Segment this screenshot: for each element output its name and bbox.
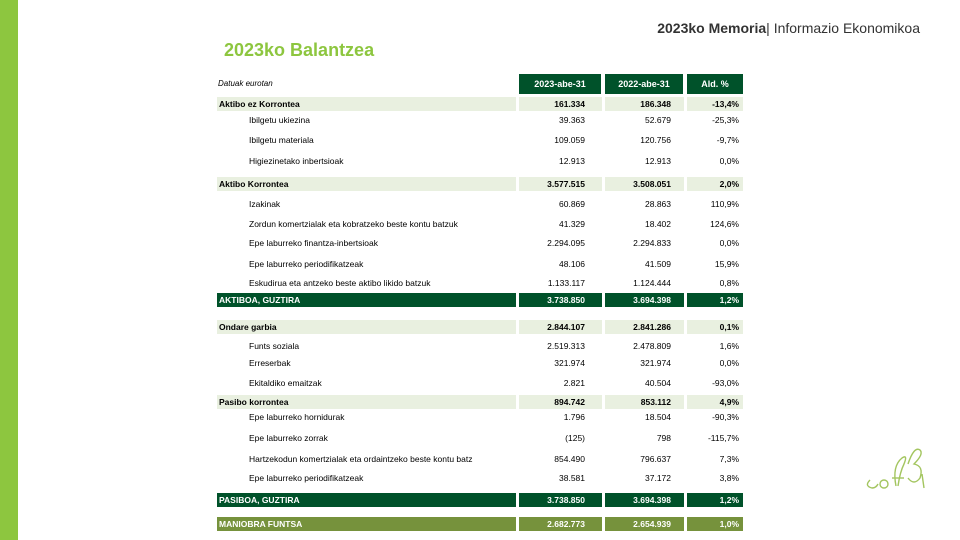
row-label: Pasibo korrontea <box>219 397 289 407</box>
column-separator <box>684 395 687 409</box>
column-separator <box>684 293 687 307</box>
value-2023: 1.133.117 <box>547 278 585 288</box>
total-row <box>217 293 743 307</box>
row-label: Higiezinetako inbertsioak <box>249 156 344 166</box>
header-title-bold: 2023ko Memoria <box>657 20 767 36</box>
column-separator <box>602 320 605 334</box>
value-2022: 2.841.286 <box>633 322 671 332</box>
section-row <box>217 177 743 191</box>
row-label: Zordun komertzialak eta kobratzeko beste kontu batzuk <box>249 219 458 229</box>
row-label: Epe laburreko periodifikatzeak <box>249 259 364 269</box>
value-2022: 3.694.398 <box>633 295 671 305</box>
table-row <box>217 217 743 231</box>
value-2023: 2.519.313 <box>547 341 585 351</box>
value-2023: 38.581 <box>559 473 585 483</box>
value-2023: 48.106 <box>559 259 585 269</box>
column-separator <box>684 320 687 334</box>
row-label: Erreserbak <box>249 358 291 368</box>
section-row <box>217 97 743 111</box>
section-row <box>217 320 743 334</box>
value-2022: 3.694.398 <box>633 495 671 505</box>
table-row <box>217 236 743 250</box>
table-row <box>217 133 743 147</box>
value-change: -115,7% <box>707 433 739 443</box>
value-change: 110,9% <box>710 199 739 209</box>
total-row <box>217 517 743 531</box>
value-2022: 40.504 <box>645 378 671 388</box>
value-change: 1,6% <box>719 341 739 351</box>
column-header-change: Ald. % <box>687 74 743 94</box>
value-2022: 2.478.809 <box>633 341 671 351</box>
column-separator <box>684 97 687 111</box>
value-2023: 3.577.515 <box>547 179 585 189</box>
value-change: 15,9% <box>714 259 739 269</box>
row-label: MANIOBRA FUNTSA <box>219 519 303 529</box>
row-label: AKTIBOA, GUZTIRA <box>219 295 301 305</box>
value-2022: 798 <box>656 433 671 443</box>
value-2023: 12.913 <box>559 156 585 166</box>
table-row <box>217 113 743 127</box>
value-change: 0,0% <box>719 156 739 166</box>
row-label: Epe laburreko finantza-inbertsioak <box>249 238 378 248</box>
column-separator <box>516 293 519 307</box>
value-2023: 60.869 <box>559 199 585 209</box>
table-row <box>217 376 743 390</box>
value-2022: 853.112 <box>640 397 671 407</box>
row-label: Aktibo ez Korrontea <box>219 99 300 109</box>
value-2023: 3.738.850 <box>547 295 585 305</box>
column-header-2023: 2023-abe-31 <box>519 74 601 94</box>
value-change: 0,8% <box>719 278 739 288</box>
row-label: Eskudirua eta antzeko beste aktibo likido batzuk <box>249 278 431 288</box>
row-label: Epe laburreko periodifikatzeak <box>249 473 364 483</box>
column-separator <box>602 293 605 307</box>
value-change: 1,2% <box>719 295 739 305</box>
column-separator <box>602 493 605 507</box>
total-row <box>217 493 743 507</box>
column-separator <box>684 493 687 507</box>
value-2023: 161.334 <box>554 99 585 109</box>
column-separator <box>602 177 605 191</box>
value-2023: 1.796 <box>563 412 585 422</box>
value-2023: 109.059 <box>554 135 585 145</box>
header-title-rest: | Informazio Ekonomikoa <box>766 20 920 36</box>
row-label: Funts soziala <box>249 341 300 351</box>
value-change: 4,9% <box>719 397 739 407</box>
value-2023: 854.490 <box>554 454 585 464</box>
table-row <box>217 431 743 445</box>
left-accent-bar <box>0 0 18 540</box>
value-change: 0,1% <box>719 322 739 332</box>
units-label: Datuak eurotan <box>218 79 273 88</box>
row-label: Aktibo Korrontea <box>219 179 289 189</box>
row-label: Epe laburreko hornidurak <box>249 412 345 422</box>
value-change: 2,0% <box>719 179 739 189</box>
column-separator <box>684 177 687 191</box>
table-row <box>217 197 743 211</box>
column-separator <box>516 493 519 507</box>
value-2022: 3.508.051 <box>633 179 671 189</box>
value-change: -90,3% <box>712 412 739 422</box>
value-2022: 186.348 <box>640 99 671 109</box>
value-2023: 2.682.773 <box>547 519 585 529</box>
value-change: -25,3% <box>712 115 739 125</box>
document-header <box>657 20 920 36</box>
value-change: -9,7% <box>716 135 739 145</box>
value-2022: 2.654.939 <box>633 519 671 529</box>
column-separator <box>516 395 519 409</box>
value-change: 7,3% <box>719 454 739 464</box>
value-change: 0,0% <box>719 238 739 248</box>
table-row <box>217 154 743 168</box>
value-2023: 2.294.095 <box>547 238 585 248</box>
value-change: 1,2% <box>719 495 739 505</box>
value-2022: 18.402 <box>645 219 671 229</box>
row-label: Ondare garbia <box>219 322 277 332</box>
value-2022: 41.509 <box>645 259 671 269</box>
value-2023: 2.844.107 <box>547 322 585 332</box>
cofbi-logo <box>862 440 932 500</box>
value-change: 0,0% <box>719 358 739 368</box>
table-row <box>217 257 743 271</box>
value-change: -13,4% <box>712 99 739 109</box>
table-row <box>217 471 743 485</box>
value-2023: (125) <box>565 433 585 443</box>
value-2023: 41.329 <box>559 219 585 229</box>
row-label: PASIBOA, GUZTIRA <box>219 495 300 505</box>
value-2022: 37.172 <box>645 473 671 483</box>
value-change: 1,0% <box>719 519 739 529</box>
table-row <box>217 276 743 290</box>
value-change: 124,6% <box>710 219 739 229</box>
value-2023: 894.742 <box>554 397 585 407</box>
column-header-2022: 2022-abe-31 <box>605 74 683 94</box>
row-label: Izakinak <box>249 199 281 209</box>
row-label: Hartzekodun komertzialak eta ordaintzeko beste kontu batz <box>249 454 473 464</box>
column-separator <box>602 517 605 531</box>
column-separator <box>602 395 605 409</box>
value-2022: 52.679 <box>645 115 671 125</box>
value-2022: 120.756 <box>640 135 671 145</box>
value-2022: 796.637 <box>640 454 671 464</box>
column-separator <box>684 517 687 531</box>
value-2022: 321.974 <box>640 358 671 368</box>
value-2022: 2.294.833 <box>633 238 671 248</box>
value-2022: 12.913 <box>645 156 671 166</box>
section-row <box>217 395 743 409</box>
value-2022: 28.863 <box>645 199 671 209</box>
table-row <box>217 452 743 466</box>
row-label: Epe laburreko zorrak <box>249 433 328 443</box>
row-label: Ekitaldiko emaitzak <box>249 378 322 388</box>
value-2022: 18.504 <box>645 412 671 422</box>
column-separator <box>516 320 519 334</box>
row-label: Ibilgetu materiala <box>249 135 314 145</box>
row-label: Ibilgetu ukiezina <box>249 115 310 125</box>
value-change: 3,8% <box>719 473 739 483</box>
column-separator <box>602 97 605 111</box>
value-2022: 1.124.444 <box>633 278 671 288</box>
column-separator <box>516 517 519 531</box>
value-2023: 321.974 <box>554 358 585 368</box>
table-row <box>217 339 743 353</box>
table-row <box>217 356 743 370</box>
value-2023: 2.821 <box>563 378 585 388</box>
page-title: 2023ko Balantzea <box>224 40 375 60</box>
table-row <box>217 410 743 424</box>
column-separator <box>516 177 519 191</box>
value-2023: 3.738.850 <box>547 495 585 505</box>
value-change: -93,0% <box>712 378 739 388</box>
value-2023: 39.363 <box>559 115 585 125</box>
column-separator <box>516 97 519 111</box>
